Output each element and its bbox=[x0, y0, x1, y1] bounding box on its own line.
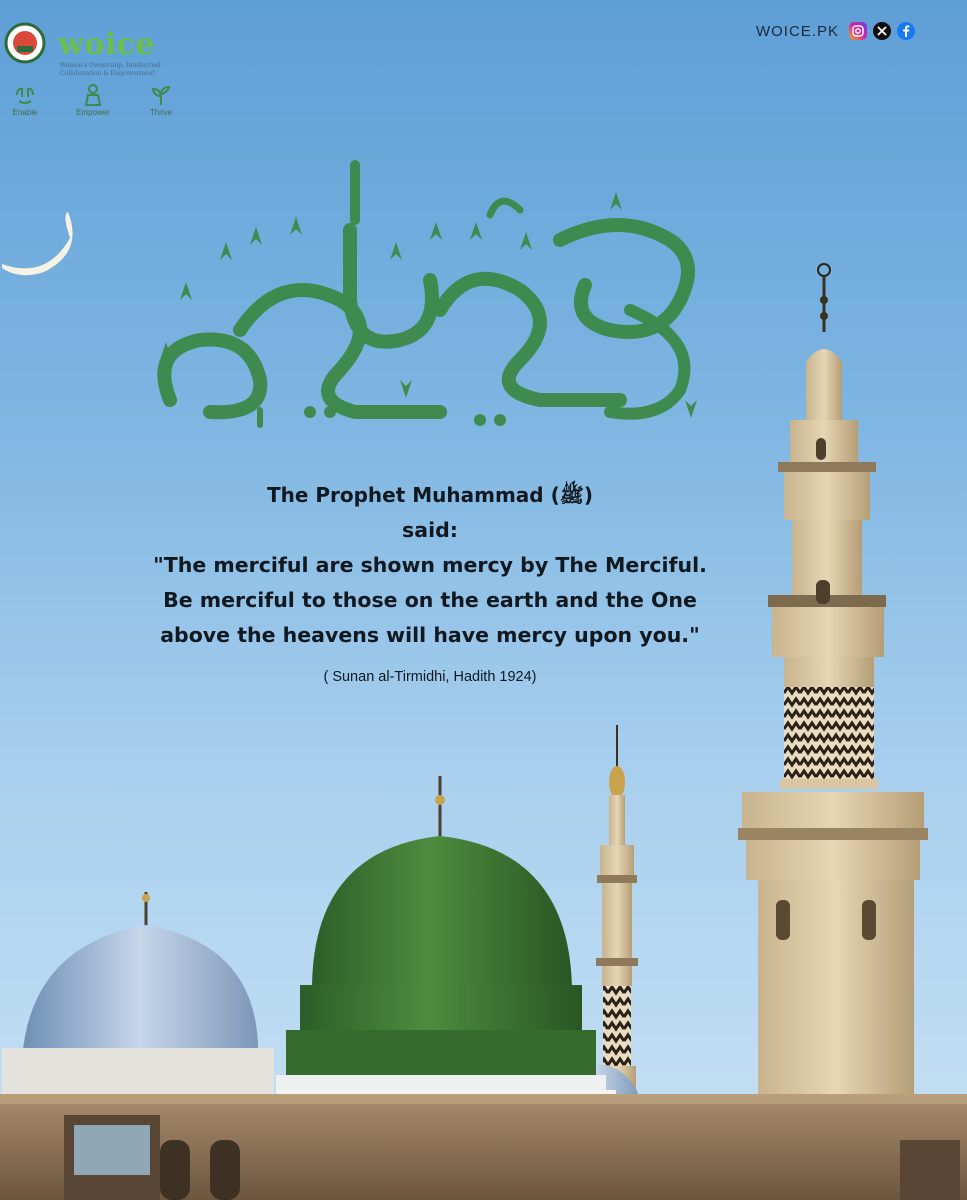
sprout-icon bbox=[150, 84, 172, 106]
hadith-reference: ( Sunan al-Tirmidhi, Hadith 1924) bbox=[323, 669, 537, 685]
woman-icon bbox=[82, 84, 104, 106]
hadith-quote bbox=[60, 478, 800, 685]
website-link[interactable]: WOICE.PK bbox=[755, 22, 839, 40]
pillar-empower: Empower bbox=[68, 84, 118, 117]
main-minaret bbox=[738, 264, 928, 1150]
facebook-icon[interactable] bbox=[897, 22, 915, 40]
quote-attribution: The Prophet Muhammad (ﷺ) bbox=[266, 483, 594, 507]
mosque-wall bbox=[0, 1094, 967, 1200]
pillar-thrive: Thrive bbox=[136, 84, 186, 117]
emblem-icon bbox=[4, 22, 46, 64]
quote-said: said: bbox=[402, 518, 458, 542]
brand-tagline: Women's Ownership, Intellectual Collaboration & Empowerment bbox=[60, 62, 161, 77]
hands-icon bbox=[14, 84, 36, 106]
x-icon[interactable] bbox=[873, 22, 891, 40]
quote-line-3: above the heavens will have mercy upon you." bbox=[160, 623, 700, 647]
green-dome bbox=[276, 776, 616, 1120]
quote-line-1: "The merciful are shown mercy by The Merciful. bbox=[153, 553, 707, 577]
quote-line-2: Be merciful to those on the earth and the One bbox=[163, 588, 697, 612]
instagram-icon[interactable] bbox=[849, 22, 867, 40]
brand-name: woice bbox=[58, 27, 156, 62]
small-minaret bbox=[596, 725, 638, 1106]
pillar-enable: Enable bbox=[0, 84, 50, 117]
jummah-mubarak-calligraphy bbox=[140, 150, 720, 435]
social-bar bbox=[756, 22, 915, 40]
crescent-moon-icon bbox=[0, 200, 80, 280]
